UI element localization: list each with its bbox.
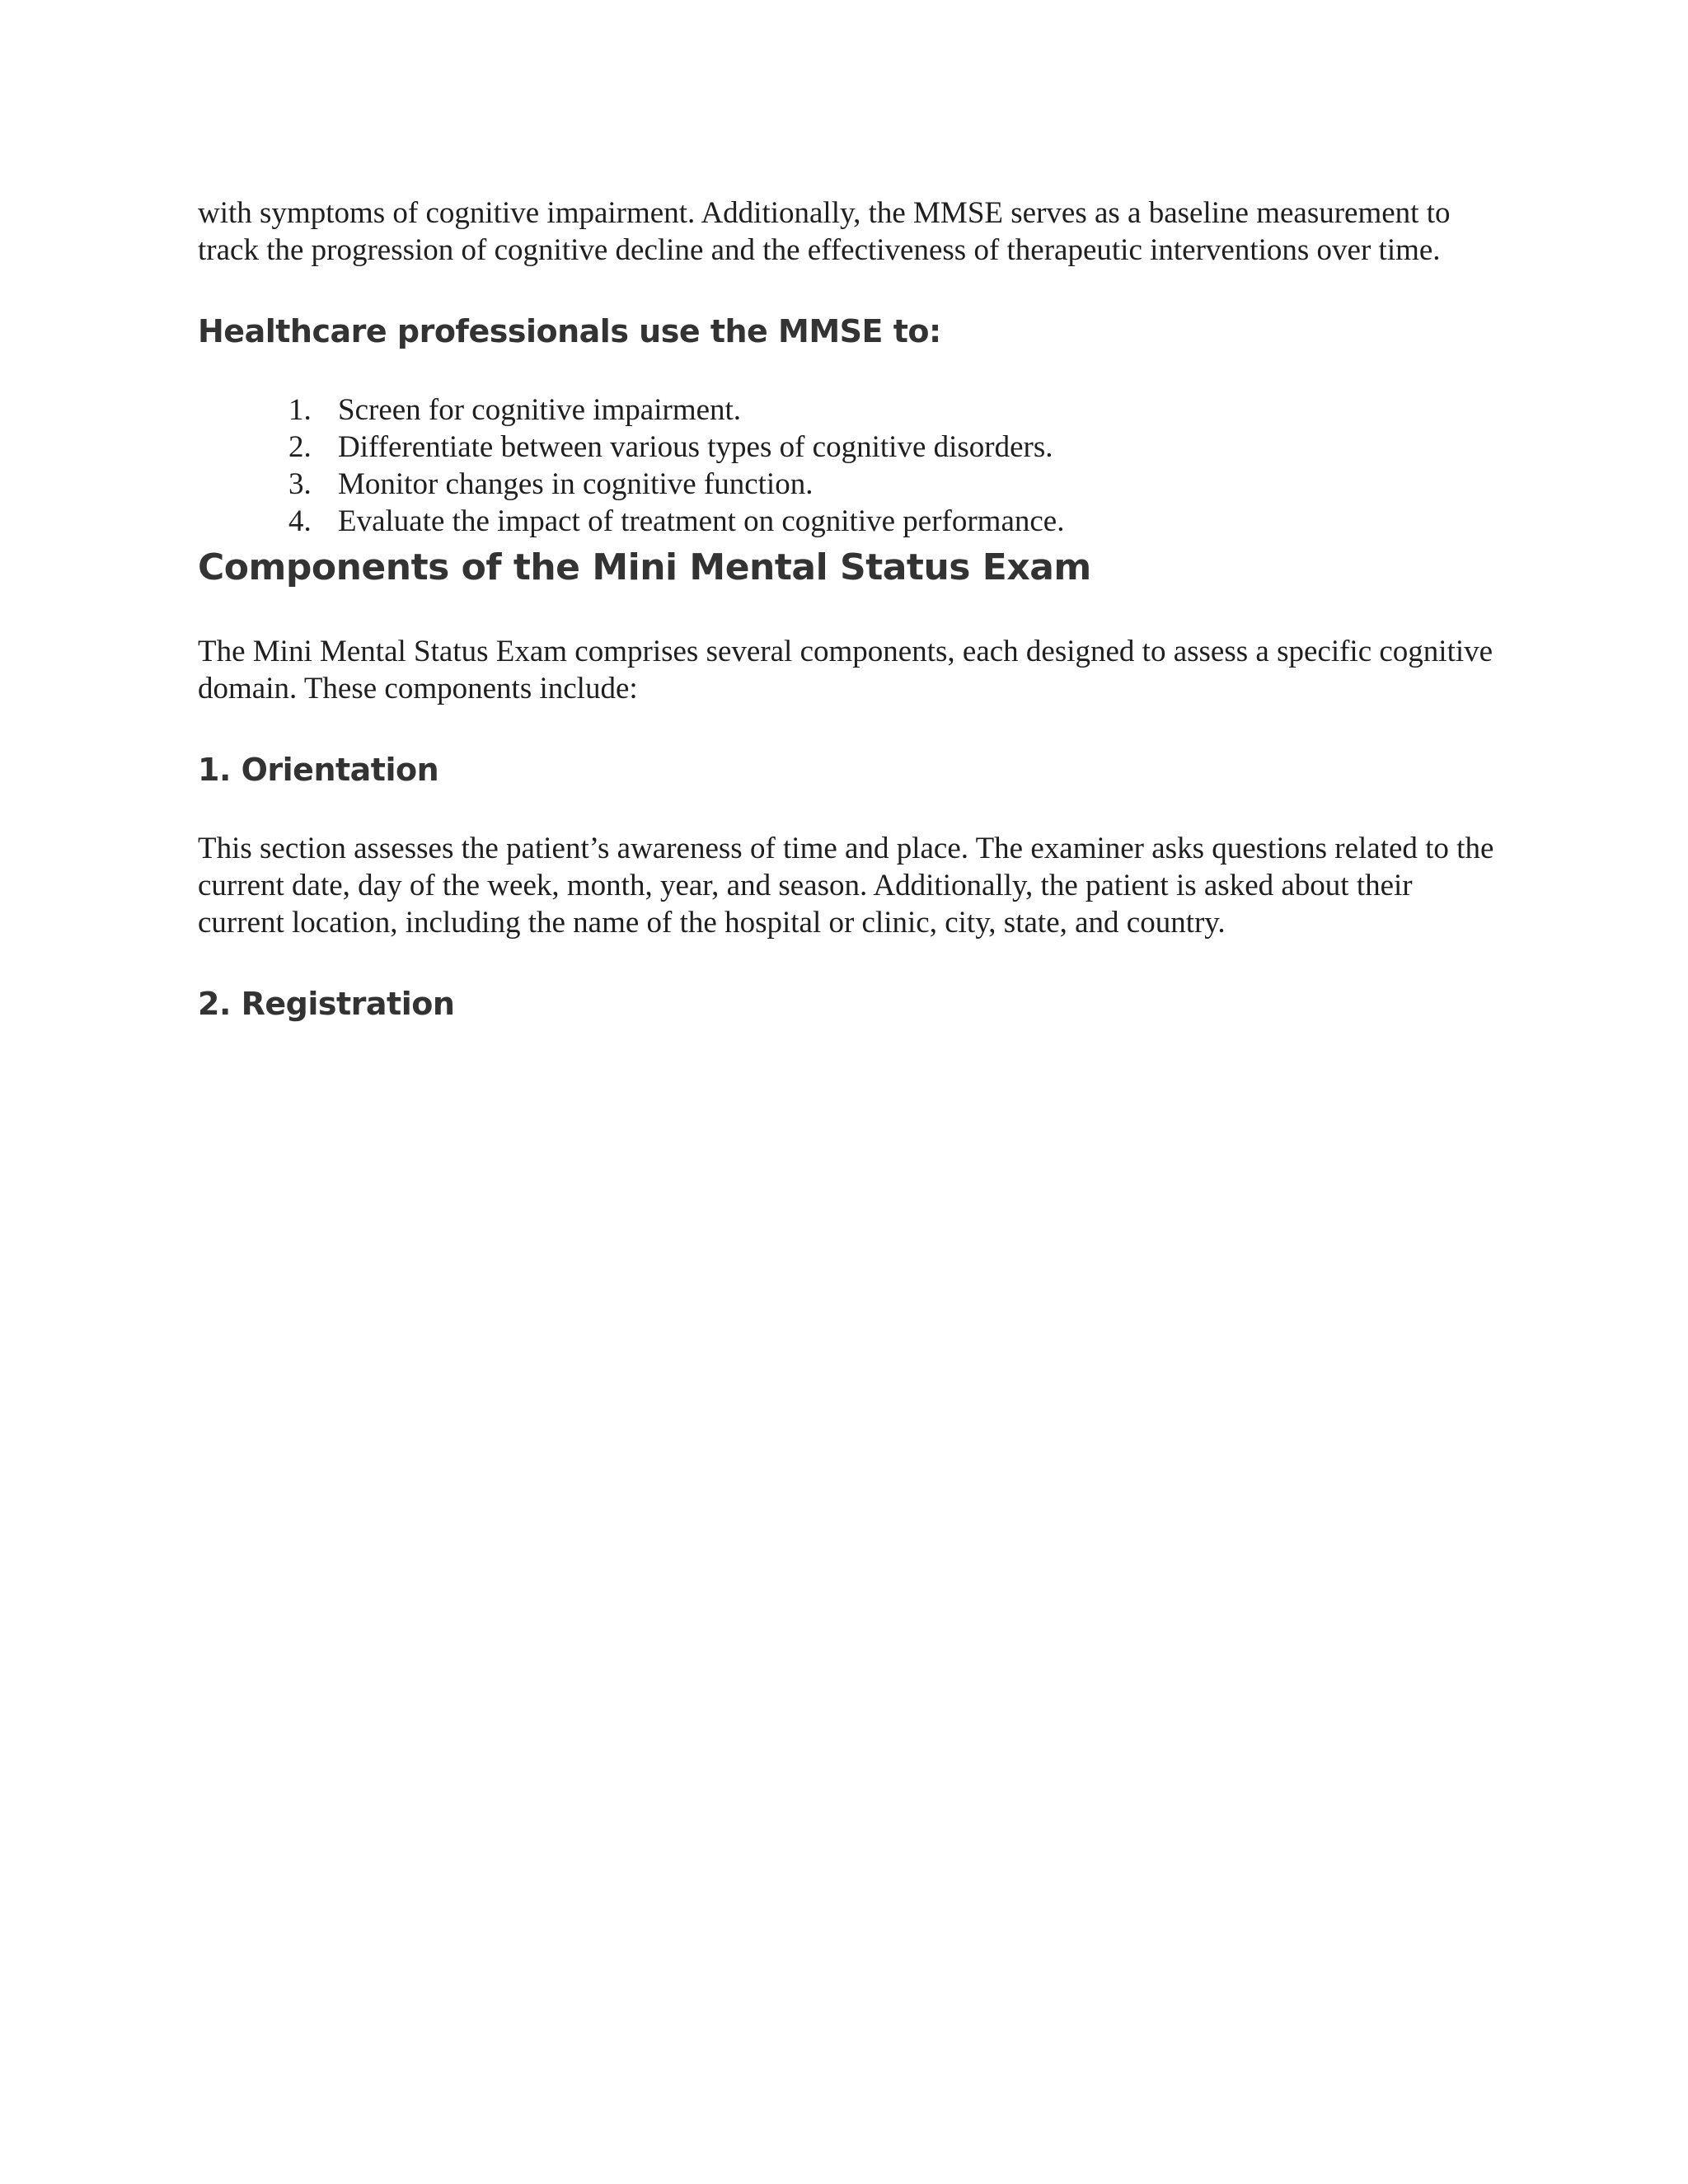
uses-list	[198, 391, 1500, 540]
orientation-heading: 1. Orientation	[198, 752, 439, 788]
list-item	[198, 429, 1500, 466]
orientation-paragraph: This section assesses the patient’s awareness of time and place. The examiner asks questions related to the current date, day of the week, month, year, and season. Additionally, the patient is asked about their current location, including the name of the hospital or clinic, city, state, and country.	[198, 832, 1494, 940]
list-item-number: 1.	[288, 393, 312, 427]
list-item-text: Evaluate the impact of treatment on cognitive performance.	[338, 504, 1065, 538]
list-item-text: Screen for cognitive impairment.	[338, 393, 742, 427]
list-item-number: 4.	[288, 504, 312, 538]
list-item-number: 2.	[288, 430, 312, 464]
list-item-text: Differentiate between various types of cognitive disorders.	[338, 430, 1053, 464]
list-item-number: 3.	[288, 467, 312, 501]
document-body	[198, 194, 1500, 1024]
intro-paragraph: with symptoms of cognitive impairment. Additionally, the MMSE serves as a baseline measurement to track the progression of cognitive decline and the effectiveness of therapeutic interventions over time.	[198, 196, 1451, 267]
list-item	[198, 466, 1500, 503]
components-paragraph: The Mini Mental Status Exam comprises several components, each designed to assess a specific cognitive domain. These components include:	[198, 635, 1493, 705]
registration-heading: 2. Registration	[198, 986, 455, 1022]
list-item	[198, 391, 1500, 429]
components-heading: Components of the Mini Mental Status Exam	[198, 546, 1091, 588]
list-item	[198, 503, 1500, 540]
list-item-text: Monitor changes in cognitive function.	[338, 467, 814, 501]
healthcare-uses-heading: Healthcare professionals use the MMSE to:	[198, 313, 941, 349]
